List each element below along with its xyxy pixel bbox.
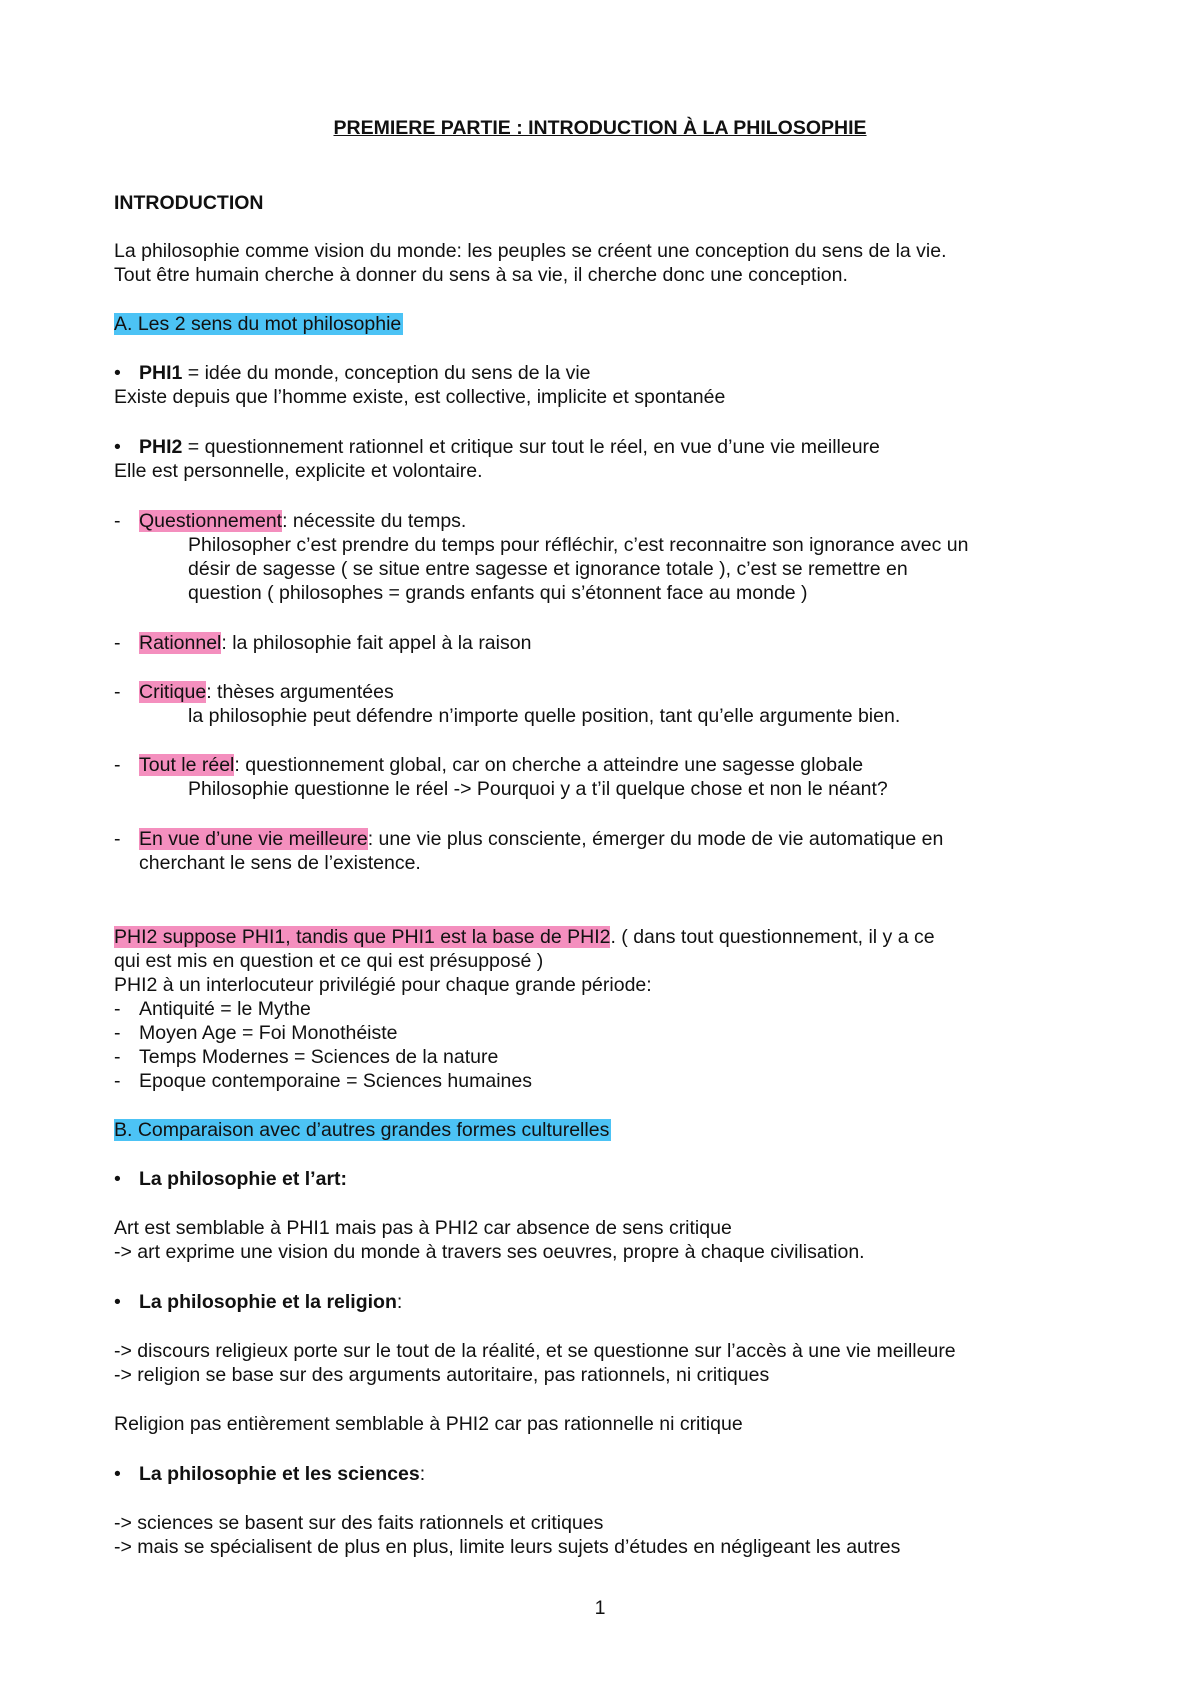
phi1-term: PHI1 [139, 362, 183, 384]
religion-bullet: • [114, 1291, 121, 1313]
sciences-line-1: -> sciences se basent sur des faits rationnels et critiques [114, 1512, 604, 1534]
item-rationnel [139, 631, 531, 655]
period-1: Antiquité = le Mythe [139, 998, 311, 1020]
term-rationnel: Rationnel [139, 632, 222, 654]
text-tout-le-reel: : questionnement global, car on cherche a atteindre une sagesse globale [234, 754, 864, 776]
term-questionnement: Questionnement [139, 510, 283, 532]
text-rationnel: : la philosophie fait appel à la raison [221, 632, 532, 654]
dash-4: - [114, 754, 121, 776]
questionnement-line-1: Philosopher c’est prendre du temps pour réfléchir, c’est reconnaitre son ignorance avec un [188, 534, 969, 556]
dash-5: - [114, 828, 121, 850]
sciences-colon: : [419, 1463, 426, 1485]
item-critique [139, 680, 394, 704]
critique-line: la philosophie peut défendre n’importe quelle position, tant qu’elle argumente bien. [188, 705, 901, 727]
dash-period-2: - [114, 1022, 121, 1044]
period-3: Temps Modernes = Sciences de la nature [139, 1046, 499, 1068]
item-vie-meilleure [139, 827, 943, 851]
term-tout-le-reel: Tout le réel [139, 754, 235, 776]
tout-le-reel-line: Philosophie questionne le réel -> Pourquoi y a t’il quelque chose et non le néant? [188, 778, 888, 800]
term-vie-meilleure: En vue d’une vie meilleure [139, 828, 368, 850]
intro-line-1: La philosophie comme vision du monde: les peuples se créent une conception du sens de la vie. [114, 240, 947, 262]
phi1-line [139, 361, 591, 385]
sciences-line-2: -> mais se spécialisent de plus en plus, limite leurs sujets d’études en négligeant les autres [114, 1536, 901, 1558]
item-tout-le-reel [139, 753, 863, 777]
religion-summary: Religion pas entièrement semblable à PHI2 car pas rationnelle ni critique [114, 1413, 743, 1435]
section-a-heading [114, 312, 403, 336]
phi2-line [139, 435, 880, 459]
dash-3: - [114, 681, 121, 703]
section-b-heading [114, 1118, 611, 1142]
page-title: PREMIERE PARTIE : INTRODUCTION À LA PHILOSOPHIE [333, 117, 867, 139]
phi2-desc: Elle est personnelle, explicite et volontaire. [114, 460, 483, 482]
suppose-line-1 [114, 925, 935, 949]
dash-2: - [114, 632, 121, 654]
term-critique: Critique [139, 681, 207, 703]
item-questionnement [139, 509, 466, 533]
questionnement-line-3: question ( philosophes = grands enfants qui s’étonnent face au monde ) [188, 582, 808, 604]
suppose-highlight: PHI2 suppose PHI1, tandis que PHI1 est la base de PHI2 [114, 926, 611, 948]
suppose-rest: . ( dans tout questionnement, il y a ce [610, 926, 935, 948]
intro-heading: INTRODUCTION [114, 192, 264, 214]
phi1-def: = idée du monde, conception du sens de la vie [182, 362, 591, 384]
religion-line-1: -> discours religieux porte sur le tout de la réalité, et se questionne sur l’accès à une vie meilleure [114, 1340, 956, 1362]
vie-meilleure-line: cherchant le sens de l’existence. [139, 852, 421, 874]
art-heading: La philosophie et l’art: [139, 1168, 348, 1190]
dash-period-4: - [114, 1070, 121, 1092]
text-vie-meilleure: : une vie plus consciente, émerger du mode de vie automatique en [367, 828, 944, 850]
page-number: 1 [594, 1597, 606, 1619]
phi2-bullet: • [114, 436, 121, 458]
phi2-term: PHI2 [139, 436, 183, 458]
religion-colon: : [396, 1291, 403, 1313]
religion-heading: La philosophie et la religion [139, 1291, 397, 1313]
dash-period-3: - [114, 1046, 121, 1068]
period-2: Moyen Age = Foi Monothéiste [139, 1022, 398, 1044]
intro-line-2: Tout être humain cherche à donner du sens à sa vie, il cherche donc une conception. [114, 264, 848, 286]
sciences-heading-line [139, 1462, 425, 1486]
text-questionnement: : nécessite du temps. [282, 510, 467, 532]
religion-line-2: -> religion se base sur des arguments autoritaire, pas rationnels, ni critiques [114, 1364, 770, 1386]
art-line-2: -> art exprime une vision du monde à travers ses oeuvres, propre à chaque civilisation. [114, 1241, 865, 1263]
period-4: Epoque contemporaine = Sciences humaines [139, 1070, 532, 1092]
section-a-label: A. Les 2 sens du mot philosophie [114, 313, 402, 335]
phi1-desc: Existe depuis que l’homme existe, est collective, implicite et spontanée [114, 386, 726, 408]
suppose-line-2: qui est mis en question et ce qui est présupposé ) [114, 950, 544, 972]
phi1-bullet: • [114, 362, 121, 384]
dash-1: - [114, 510, 121, 532]
dash-period-1: - [114, 998, 121, 1020]
questionnement-line-2: désir de sagesse ( se situe entre sagesse et ignorance totale ), c’est se remettre en [188, 558, 908, 580]
religion-heading-line [139, 1290, 402, 1314]
art-line-1: Art est semblable à PHI1 mais pas à PHI2 car absence de sens critique [114, 1217, 732, 1239]
phi2-def: = questionnement rationnel et critique sur tout le réel, en vue d’une vie meilleure [182, 436, 880, 458]
text-critique: : thèses argumentées [206, 681, 394, 703]
suppose-line-3: PHI2 à un interlocuteur privilégié pour chaque grande période: [114, 974, 652, 996]
art-bullet: • [114, 1168, 121, 1190]
section-b-label: B. Comparaison avec d’autres grandes formes culturelles [114, 1119, 610, 1141]
sciences-heading: La philosophie et les sciences [139, 1463, 420, 1485]
sciences-bullet: • [114, 1463, 121, 1485]
